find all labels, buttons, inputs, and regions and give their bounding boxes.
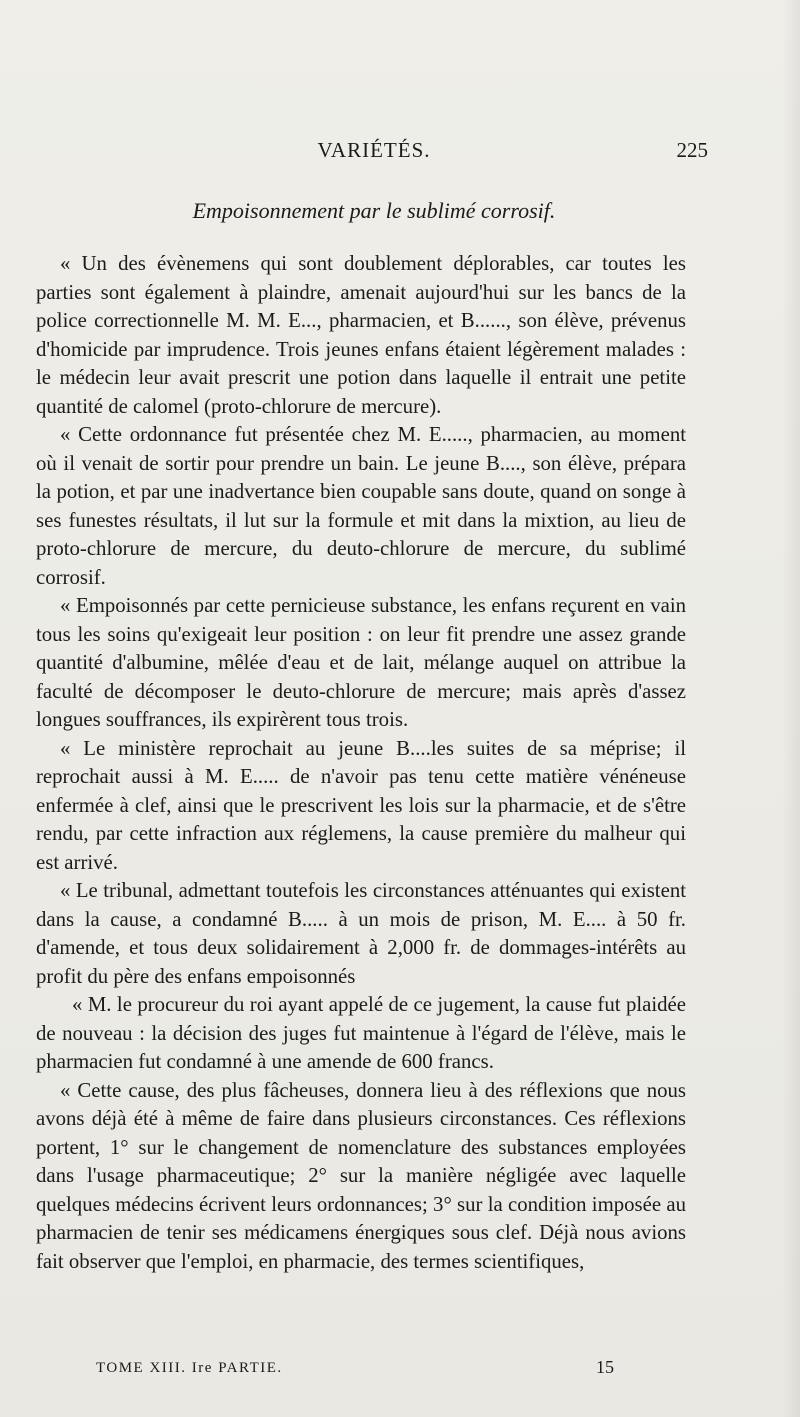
running-head	[40, 138, 708, 168]
paragraph: « Le ministère reprochait au jeune B....les suites de sa méprise; il reprochait aussi à M. E..... de n'avoir pas tenu cette matière vénéneuse enfermée à clef, ainsi que le prescrivent les lois sur la pharmacie, et de s'être rendu, par cette infraction aux réglemens, la cause première du malheur qui est arrivé.	[36, 736, 686, 874]
page-number: 225	[676, 138, 708, 162]
page-edge-shadow	[782, 0, 800, 1417]
paragraph: « Le tribunal, admettant toutefois les circonstances atténuantes qui existent dans la cause, a condamné B..... à un mois de prison, M. E.... à 50 fr. d'amende, et tous deux solidairement à 2,000 fr. de dommages-intérêts au profit du père des enfans empoisonnés	[36, 879, 686, 988]
running-title: VARIÉTÉS.	[317, 138, 431, 162]
volume-line: TOME XIII. Ire PARTIE.	[96, 1360, 283, 1376]
paragraph: « Un des évènemens qui sont doublement déplorables, car toutes les parties sont également à plaindre, amenait aujourd'hui sur les bancs de la police correctionnelle M. M. E..., pharmacien, et B......, son élève, prévenus d'homicide par imprudence. Trois jeunes enfans étaient légèrement malades : le médecin leur avait prescrit une potion dans laquelle il entrait une petite quantité de calomel (proto-chlorure de mercure).	[36, 252, 686, 418]
page-footer	[96, 1357, 614, 1377]
paragraph: « Cette cause, des plus fâcheuses, donnera lieu à des réflexions que nous avons déjà été à même de faire dans plusieurs circonstances. Ces réflexions portent, 1° sur le changement de nomenclature des substances employées dans l'usage pharmaceutique; 2° sur la manière négligée avec laquelle quelques médecins écrivent leurs ordonnances; 3° sur la condition imposée au pharmacien de tenir ses médicamens énergiques sous clef. Déjà nous avions fait observer que l'emploi, en pharmacie, des termes scientifiques,	[36, 1078, 686, 1273]
signature-mark: 15	[596, 1357, 614, 1377]
paragraph: « Empoisonnés par cette pernicieuse substance, les enfans reçurent en vain tous les soins qu'exigeait leur position : on leur fit prendre une assez grande quantité d'albumine, mêlée d'eau et de lait, mélange auquel on attribue la faculté de décomposer le deuto-chlorure de mercure; mais après d'assez longues souffrances, ils expirèrent tous trois.	[36, 594, 686, 731]
article-title: Empoisonnement par le sublimé corrosif.	[192, 198, 556, 223]
paragraph: « Cette ordonnance fut présentée chez M. E....., pharmacien, au moment où il venait de sortir pour prendre un bain. Le jeune B...., son élève, prépara la potion, et par une inadvertance bien coupable sans doute, quand on songe à ses funestes résultats, il lut sur la formule et mit dans la mixtion, au lieu de proto-chlorure de mercure, du deuto-chlorure de mercure, du sublimé corrosif.	[36, 423, 686, 589]
paragraph: « M. le procureur du roi ayant appelé de ce jugement, la cause fut plaidée de nouveau : la décision des juges fut maintenue à l'égard de l'élève, mais le pharmacien fut condamné à une amende de 600 francs.	[36, 993, 686, 1073]
article-body	[36, 250, 686, 1276]
